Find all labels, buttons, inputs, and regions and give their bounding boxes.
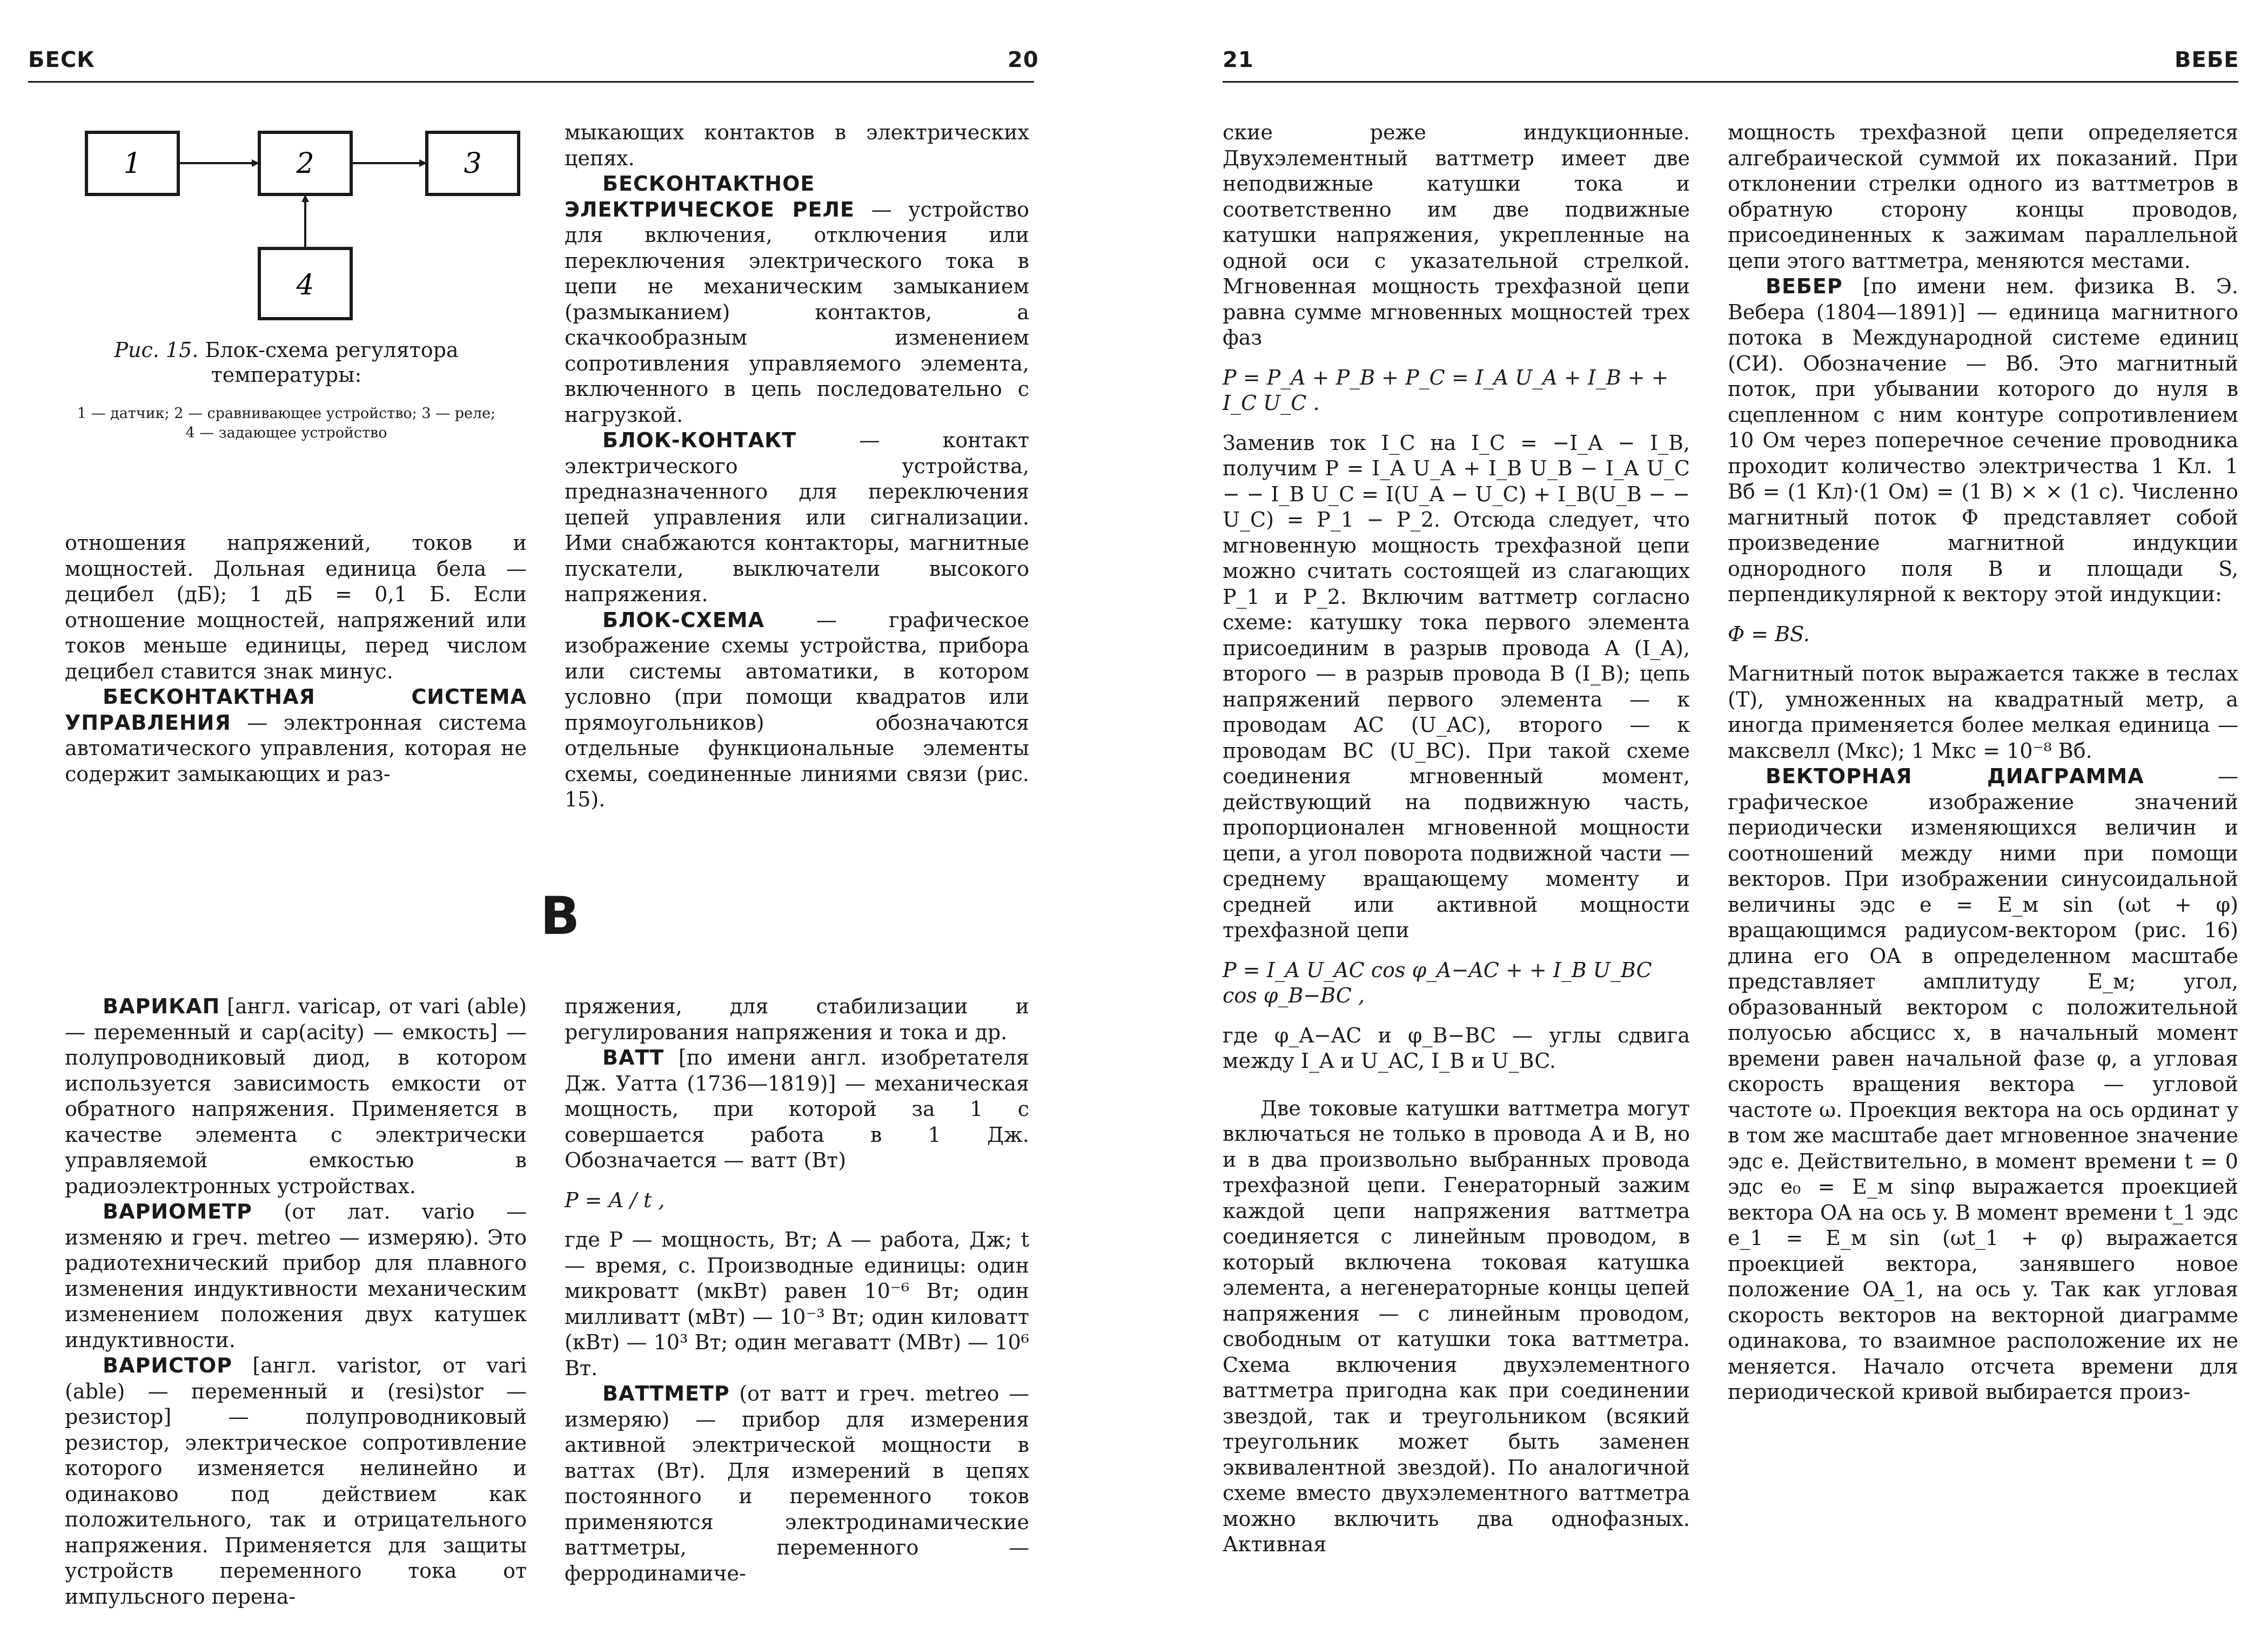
entry-term: ВАРИОМЕТР <box>103 1200 252 1223</box>
entry-definition: [по имени англ. изобретателя Дж. Уатта (1736—1819)] — механическая мощность, при которой за 1 с совершается работа в 1 Дж. Обозначается — ватт (Вт) <box>565 1046 1029 1172</box>
figure-legend: 1 — датчик; 2 — сравнивающее устройство; 3 — реле; 4 — задающее устройство <box>77 405 496 441</box>
entry-definition: — графическое изображение схемы устройства, прибора или системы автоматики, в котором условно (при помощи квадратов или прямоугольников) обозначаются отдельные функциональные элементы схемы, соединенные линиями связи (рис. 15). <box>565 608 1029 811</box>
entry-definition: [англ. varicap, от vari (able) — переменный и cap(acity) — емкость] — полупроводниковый диод, в котором используется зависимость емкости от обратного напряжения. Применяется в качестве элемента с электрически управляемой емкостью в радиоэлектронных устройствах. <box>65 994 527 1198</box>
entry-vektornaya-diagramma <box>1728 764 2238 1405</box>
entry-definition: [по имени нем. физика В. Э. Вебера (1804—1891)] — единица магнитного потока в Международной системе единиц (СИ). Обозначение — Вб. Это магнитный поток, при убывании которого до нуля в сцепленном с ним контуре сопротивлением 10 Ом через поперечное сечение проводника проходит количество электричества 1 Кл. 1 Вб = (1 Кл)·(1 Ом) = (1 В) × × (1 с). Численно магнитный поток Φ представляет собой произведение магнитной индукции однородного поля B и площади S, перпендикулярной к вектору этой индукции: <box>1728 274 2238 606</box>
header-rule-left <box>28 81 1034 83</box>
paragraph-active-power-continuation: мощность трехфазной цепи определяется алгебраической суммой их показаний. При отклонении стрелки одного из ваттметров в обратную сторону концы проводов, присоединенных к зажимам параллельной цепи этого ваттметра, меняются местами. <box>1728 120 2238 273</box>
page-number-left: 20 <box>1008 48 1039 72</box>
paragraph-vattmetr-continuation: ские реже индукционные. Двухэлементный ваттметр имеет две неподвижные катушки тока и соответственно им две подвижные катушки напряжения, укрепленные на одной оси с указательной стрелкой. Мгновенная мощность трехфазной цепи равна сумме мгновенных мощностей трех фаз <box>1223 120 1690 349</box>
entry-blok-kontakt <box>565 428 1029 608</box>
entry-varistor <box>65 1353 527 1610</box>
block-1 <box>86 132 178 194</box>
left-col1-top <box>65 530 527 787</box>
entry-term: ВЕКТОРНАЯ ДИАГРАММА <box>1766 764 2144 788</box>
entry-definition: (от лат. vario — изменяю и греч. metreo — измеряю). Это радиотехнический прибор для плавного изменения индуктивности механическим изменением положения двух катушек индуктивности. <box>65 1200 527 1352</box>
entry-vattmetr <box>565 1381 1029 1586</box>
entry-term: ВАТТМЕТР <box>602 1382 730 1405</box>
figure-caption <box>76 338 497 387</box>
figure-caption-label: Рис. 15. <box>114 338 199 362</box>
entry-term: ВАРИКАП <box>103 994 220 1018</box>
entry-term: БЛОК-СХЕМА <box>602 608 765 632</box>
entry-term: БЕСКОНТАКТНОЕ ЭЛЕКТРИЧЕСКОЕ РЕЛЕ <box>565 172 855 221</box>
block-4-label: 4 <box>296 269 314 301</box>
formula-three-phase-power: P = P_A + P_B + P_C = I_A U_A + I_B + + I_C U_C . <box>1223 365 1669 415</box>
running-head-right: ВЕБЕ <box>2175 48 2239 72</box>
entry-varikap <box>65 994 527 1199</box>
entry-definition: [англ. varistor, от vari (able) — переменный и (resi)stor — резистор] — полупроводниковый резистор, электрическое сопротивление которого изменяется нелинейно и одинаково под действием как положительного, так и отрицательного напряжения. Применяется для защиты устройств переменного тока от импульсного перена- <box>65 1354 527 1609</box>
right-col4 <box>1728 120 2238 1405</box>
entry-definition: — электронная система автоматического управления, которая не содержит замыкающих и раз- <box>65 710 527 786</box>
paragraph-phase-angles: где φ_A−AC и φ_B−BC — углы сдвига между I_A и U_AC, I_B и U_BC. <box>1223 1023 1690 1073</box>
paragraph-continuation: мыкающих контактов в электрических цепях. <box>565 120 1029 170</box>
formula-magnetic-flux: Φ = BS. <box>1728 622 1810 646</box>
figure-caption-text: Блок-схема регулятора температуры: <box>205 338 459 387</box>
block-3 <box>427 132 519 194</box>
entry-variometr <box>65 1199 527 1353</box>
entry-blok-skhema <box>565 608 1029 813</box>
paragraph-flux-units: Магнитный поток выражается также в теслах (Т), умноженных на квадратный метр, а иногда применяется более мелкая единица — максвелл (Мкс); 1 Мкс = 10⁻⁸ Вб. <box>1728 662 2238 763</box>
entry-term: ВАРИСТОР <box>103 1354 232 1377</box>
entry-vatt <box>565 1045 1029 1174</box>
right-col3 <box>1223 120 1690 1558</box>
block-2-label: 2 <box>296 147 314 180</box>
entry-definition: — контакт электрического устройства, предназначенного для переключения цепей управления или сигнализации. Ими снабжаются контакторы, магнитные пускатели, выключатели высокого напряжения. <box>565 428 1029 606</box>
block-1-label: 1 <box>123 147 142 180</box>
entry-definition: (от ватт и греч. metreo — измеряю) — прибор для измерения активной электрической мощности в ваттах (Вт). Для измерений в цепях постоянного и переменного токов применяются электродинамические ваттметры, переменного — ферродинамиче- <box>565 1382 1029 1585</box>
entry-term: ВАТТ <box>602 1046 665 1069</box>
left-col2-top <box>565 120 1029 813</box>
block-3-label: 3 <box>464 147 482 180</box>
block-diagram-figure <box>81 127 524 332</box>
block-2 <box>259 132 351 194</box>
entry-term: БЛОК-КОНТАКТ <box>602 428 797 452</box>
entry-beskontaktnoe-rele <box>565 171 1029 428</box>
entry-term: ВЕБЕР <box>1766 274 1843 298</box>
section-letter: В <box>540 886 580 946</box>
paragraph-bel-continuation: отношения напряжений, токов и мощностей. Дольная единица бела — децибел (дБ); 1 дБ = 0,1 Б. Если отношение мощностей, напряжений или токов меньше единицы, перед числом децибел ставится знак минус. <box>65 531 527 683</box>
formula-active-power: P = I_A U_AC cos φ_A−AC + + I_B U_BC cos φ_B−BC , <box>1223 958 1652 1007</box>
running-head-left: БЕСК <box>28 48 95 72</box>
entry-definition: — графическое изображение значений периодически изменяющихся величин и соотношений между ними при помощи векторов. При изображении синусоидальной величины эдс e = E_м sin (ωt + φ) вращающимся радиусом-вектором (рис. 16) длина его OA в определенном масштабе представляет амплитуду E_м; угол, образованный вектором с положительной полуосью абсцисс x, в начальный момент времени равен начальной фазе φ, а угловая скорость вращения вектора — угловой частоте ω. Проекция вектора на ось ординат y в том же масштабе дает мгновенное значение эдс e. Действительно, в момент времени t = 0 эдс e₀ = E_м sinφ выражается проекцией вектора OA на ось y. В момент времени t_1 эдс e_1 = E_м sin (ωt_1 + φ) выражается проекцией вектора, занявшего новое положение OA_1, на ось y. Так как угловая скорость векторов на векторной диаграмме одинакова, то взаимное расположение их не меняется. Начало отсчета времени для периодической кривой выбирается произ- <box>1728 764 2238 1404</box>
paragraph-varistor-continuation: пряжения, для стабилизации и регулирования напряжения и тока и др. <box>565 994 1029 1044</box>
entry-definition: — устройство для включения, отключения или переключения электрического тока в цепи не механическим замыканием (размыканием) контактов, а скачкообразным изменением сопротивления управляемого элемента, включенного в цепь последовательно с нагрузкой. <box>565 197 1029 427</box>
entry-term: БЕСКОНТАКТНАЯ СИСТЕМА УПРАВЛЕНИЯ <box>65 685 527 735</box>
paragraph-derivation: Заменив ток I_C на I_C = −I_A − I_B, получим P = I_A U_A + I_B U_B − I_A U_C − − I_B U_C = I(U_A − U_C) + I_B(U_B − − U_C) = P_1 − P_2. Отсюда следует, что мгновенную мощность трехфазной цепи можно считать состоящей из слагающих P_1 и P_2. Включим ваттметр согласно схеме: катушку тока первого элемента присоединим в разрыв провода A (I_A), второго — в разрыв провода B (I_B); цепь напряжений первого элемента — к проводам AC (U_AC), второго — к проводам BC (U_BC). При такой схеме соединения мгновенный момент, действующий на подвижную часть, пропорционален мгновенной мощности цепи, а угол поворота подвижной части — среднему вращающему моменту и средней или активной мощности трехфазной цепи <box>1223 430 1690 942</box>
paragraph-vatt-units: где P — мощность, Вт; A — работа, Дж; t — время, с. Производные единицы: один микроватт (мкВт) равен 10⁻⁶ Вт; один милливатт (мВт) — 10⁻³ Вт; один киловатт (кВт) — 10³ Вт; один мегаватт (МВт) — 10⁶ Вт. <box>565 1228 1029 1380</box>
left-col1-bottom <box>65 994 527 1610</box>
entry-veber <box>1728 274 2238 608</box>
left-col2-bottom <box>565 994 1029 1586</box>
page-number-right: 21 <box>1223 48 1254 72</box>
block-4 <box>259 248 351 319</box>
header-rule-right <box>1223 81 2238 83</box>
formula-power-work: P = A / t , <box>565 1188 665 1212</box>
entry-beskontaktnaya-sistema <box>65 684 527 787</box>
paragraph-current-coils: Две токовые катушки ваттметра могут включаться не только в провода A и B, но и в два произвольно выбранных провода трехфазной цепи. Генераторный зажим каждой цепи напряжения ваттметра соединяется с линейным проводом, в который включена токовая катушка элемента, а негенераторные концы цепей напряжения — с линейным проводом, свободным от катушки тока ваттметра. Схема включения двухэлементного ваттметра пригодна как при соединении звездой, так и треугольником (всякий треугольник может быть заменен эквивалентной звездой). По аналогичной схеме вместо двухэлементного ваттметра можно включить два однофазных. Активная <box>1223 1096 1690 1556</box>
